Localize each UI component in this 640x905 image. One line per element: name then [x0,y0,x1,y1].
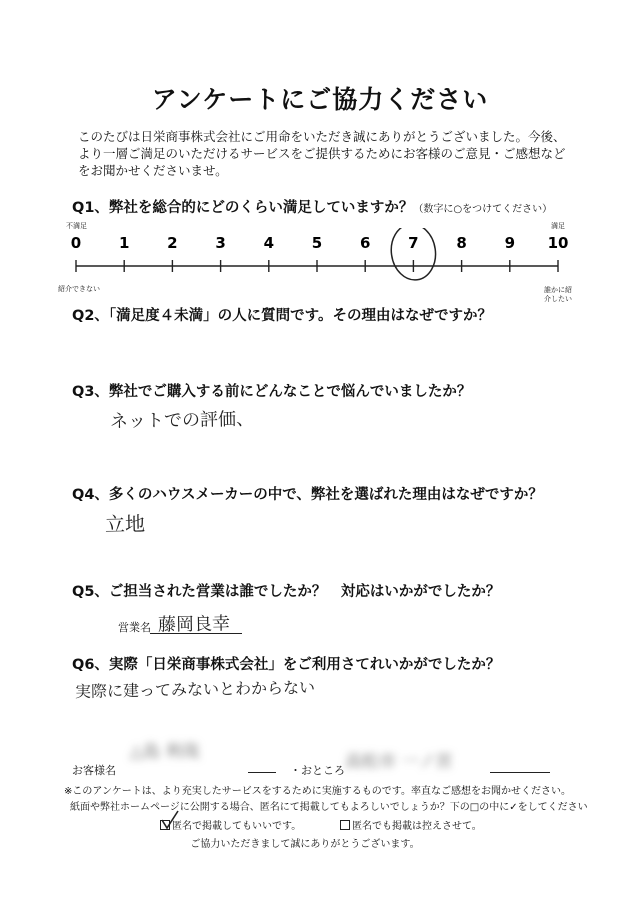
scale-number[interactable]: 8 [456,234,467,252]
scale-right-top: 満足 [551,222,565,230]
scale-number[interactable]: 9 [504,234,516,252]
intro-line: をお聞かせくださいませ。 [78,163,228,178]
intro-line: このたびは日栄商事株式会社にご用命をいただき誠にありがとうございました。今後、 [78,129,566,144]
sales-name-label: 営業名 [118,621,151,634]
anonymous-ok-label: 匿名で掲載してもいいです。 [172,821,302,832]
sales-name-underline [150,633,242,634]
scale-number[interactable]: 1 [118,234,130,252]
scale-number[interactable]: 0 [70,234,82,252]
footer-note-1: ※このアンケートは、より充実したサービスをするために実施するものです。率直なご感想をお聞かせください。 [64,786,571,797]
thanks-text: ご協力いただきまして誠にありがとうございます。 [190,839,420,850]
q2-question: Q2、「満足度４未満」の人に質問です。その理由はなぜですか？ [72,308,493,324]
q3-question: Q3、弊社でご購入する前にどんなことで悩んでいましたか？ [72,384,472,400]
scale-number[interactable]: 10 [547,234,569,252]
q1-note: （数字に○をつけてください） [413,204,553,215]
q4-answer: 立地 [104,511,146,537]
intro-text [78,128,578,179]
anonymous-option-no [340,819,482,834]
anonymous-no-checkbox[interactable] [340,820,350,830]
customer-address-label: ・おところ [290,764,345,777]
q6-question: Q6、実際「日栄商事株式会社」をご利用さてれいかがでしたか？ [72,657,501,673]
footer-note-2: 紙面や弊社ホームページに公開する場合、匿名にて掲載してもよろしいでしょうか？下の□の中に✓をしてください [70,802,588,813]
scale-number[interactable]: 4 [263,234,275,252]
scale-right-bottom: 誰かに紹介したい [544,286,572,303]
scale-left-top: 不満足 [66,222,87,230]
customer-address-underline [490,772,550,773]
q5-question: Q5、ご担当された営業は誰でしたか？ 対応はいかがでしたか？ [72,584,501,600]
scale-number[interactable]: 2 [167,234,178,252]
scale-number[interactable]: 3 [215,234,226,252]
scale-number[interactable]: 6 [359,234,371,252]
customer-name-label: お客様名 [72,764,116,777]
q6-answer: 実際に建ってみないとわからない [74,677,316,702]
anonymous-no-label: 匿名でも掲載は控えさせて。 [352,821,482,832]
customer-name-value: △島 利哉 [130,742,200,762]
q1-question [72,196,552,217]
q4-question: Q4、多くのハウスメーカーの中で、弊社を選ばれた理由はなぜですか？ [72,487,543,503]
page-title: アンケートにご協力ください [151,85,489,114]
check-mark-icon [158,808,182,834]
customer-address-value: 高松市 一ノ宮 [345,752,453,772]
q5-answer: 藤岡良幸 [157,613,231,636]
q3-answer: ネットでの評価、 [109,408,255,433]
satisfaction-scale [60,228,580,288]
scale-number[interactable]: 5 [311,234,323,252]
q1-text: Q1、弊社を総合的にどのくらい満足していますか？ [72,200,414,216]
scale-number[interactable]: 7 [408,234,419,252]
intro-line: より一層ご満足のいただけるサービスをご提供するためにお客様のご意見・ご感想など [78,146,566,161]
customer-name-underline [248,772,276,773]
scale-left-bottom: 紹介できない [58,285,100,293]
